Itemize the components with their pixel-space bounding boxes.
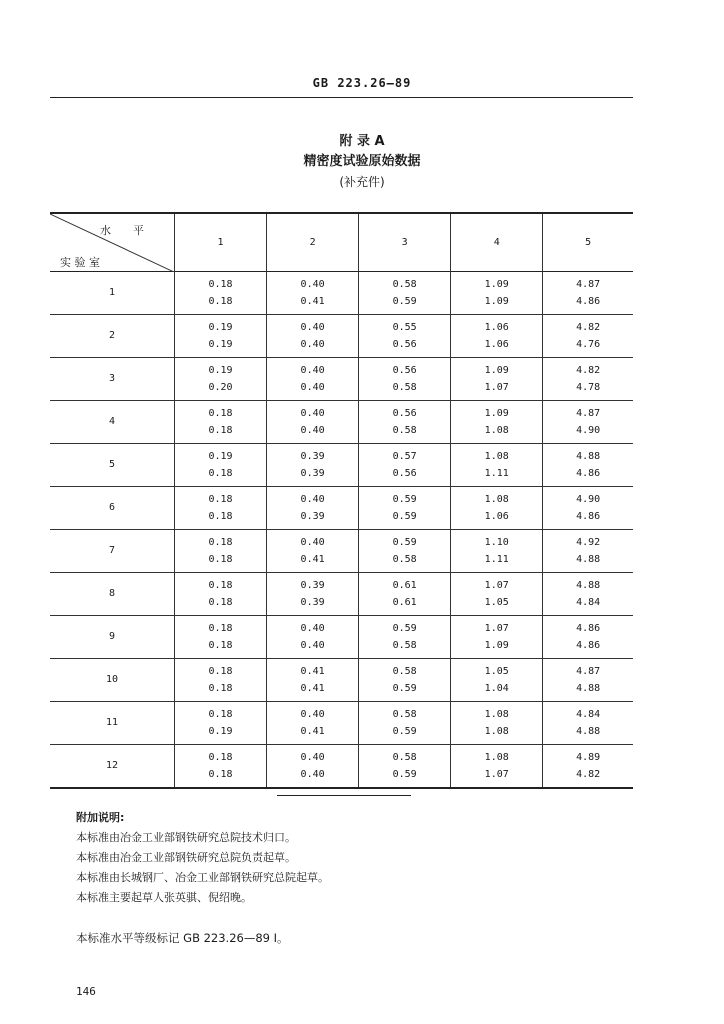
measurement-value: 4.86 xyxy=(576,295,601,307)
measurement-value: 4.82 xyxy=(576,321,601,333)
measurement-value: 0.18 xyxy=(208,510,233,522)
measurement-value: 0.58 xyxy=(392,278,417,290)
measurement-value: 0.18 xyxy=(208,682,233,694)
value-cell xyxy=(359,271,451,314)
value-cell xyxy=(543,271,633,314)
table-row xyxy=(50,400,633,443)
value-cell xyxy=(267,400,359,443)
measurement-value: 4.87 xyxy=(576,665,601,677)
value-cell xyxy=(451,658,543,701)
measurement-value: 0.40 xyxy=(300,338,325,350)
value-cell xyxy=(359,357,451,400)
value-cell xyxy=(175,357,267,400)
value-cell xyxy=(543,572,633,615)
appendix-label: 附 录 A xyxy=(339,134,385,149)
measurement-value: 1.06 xyxy=(484,510,509,522)
measurement-value: 0.61 xyxy=(392,579,417,591)
measurement-value: 1.09 xyxy=(484,639,509,651)
measurement-value: 1.10 xyxy=(484,536,509,548)
measurement-value: 1.09 xyxy=(484,295,509,307)
value-cell xyxy=(359,658,451,701)
measurement-value: 0.41 xyxy=(300,665,325,677)
measurement-value: 0.59 xyxy=(392,768,417,780)
measurement-value: 0.40 xyxy=(300,407,325,419)
measurement-value: 0.56 xyxy=(392,338,417,350)
measurement-value: 4.86 xyxy=(576,510,601,522)
measurement-value: 0.59 xyxy=(392,682,417,694)
table-body xyxy=(50,271,633,788)
measurement-value: 0.58 xyxy=(392,665,417,677)
measurement-value: 0.18 xyxy=(208,579,233,591)
column-header: 5 xyxy=(543,213,633,271)
standard-header: GB 223.26—89 xyxy=(312,76,412,90)
value-cell xyxy=(543,615,633,658)
measurement-value: 0.59 xyxy=(392,295,417,307)
corner-label-level: 水 平 xyxy=(100,224,144,237)
measurement-value: 0.40 xyxy=(300,708,325,720)
value-cell xyxy=(267,357,359,400)
value-cell xyxy=(359,529,451,572)
value-cell xyxy=(451,744,543,788)
appendix-title-block xyxy=(0,132,724,192)
measurement-value: 0.55 xyxy=(392,321,417,333)
measurement-value: 0.18 xyxy=(208,751,233,763)
grade-statement: 本标准水平等级标记 GB 223.26—89 Ⅰ。 xyxy=(76,931,289,945)
measurement-value: 0.40 xyxy=(300,321,325,333)
measurement-value: 1.11 xyxy=(484,467,509,479)
table-row xyxy=(50,443,633,486)
measurement-value: 0.40 xyxy=(300,622,325,634)
measurement-value: 1.08 xyxy=(484,708,509,720)
measurement-value: 1.07 xyxy=(484,579,509,591)
measurement-value: 4.82 xyxy=(576,364,601,376)
value-cell xyxy=(451,357,543,400)
value-cell xyxy=(175,658,267,701)
measurement-value: 0.59 xyxy=(392,510,417,522)
measurement-value: 0.39 xyxy=(300,579,325,591)
lab-number-cell: 1 xyxy=(50,271,175,314)
measurement-value: 1.07 xyxy=(484,622,509,634)
column-header: 2 xyxy=(267,213,359,271)
value-cell xyxy=(267,486,359,529)
lab-number-cell: 5 xyxy=(50,443,175,486)
measurement-value: 0.19 xyxy=(208,725,233,737)
additional-notes xyxy=(76,808,329,908)
value-cell xyxy=(359,443,451,486)
value-cell xyxy=(175,615,267,658)
measurement-value: 0.18 xyxy=(208,295,233,307)
measurement-value: 1.06 xyxy=(484,321,509,333)
table-header-row xyxy=(50,213,633,271)
table-row xyxy=(50,615,633,658)
measurement-value: 0.41 xyxy=(300,682,325,694)
measurement-value: 1.08 xyxy=(484,725,509,737)
table-row xyxy=(50,271,633,314)
column-header: 4 xyxy=(451,213,543,271)
value-cell xyxy=(267,443,359,486)
column-header: 1 xyxy=(175,213,267,271)
value-cell xyxy=(451,314,543,357)
measurement-value: 1.05 xyxy=(484,665,509,677)
value-cell xyxy=(543,529,633,572)
measurement-value: 0.18 xyxy=(208,553,233,565)
value-cell xyxy=(543,314,633,357)
table-row xyxy=(50,486,633,529)
measurement-value: 0.20 xyxy=(208,381,233,393)
measurement-value: 0.19 xyxy=(208,321,233,333)
table-row xyxy=(50,744,633,788)
measurement-value: 0.57 xyxy=(392,450,417,462)
measurement-value: 4.84 xyxy=(576,708,601,720)
table-row xyxy=(50,357,633,400)
appendix-subtitle: (补充件) xyxy=(339,175,385,189)
measurement-value: 4.90 xyxy=(576,424,601,436)
measurement-value: 0.39 xyxy=(300,510,325,522)
value-cell xyxy=(175,271,267,314)
value-cell xyxy=(175,400,267,443)
measurement-value: 0.19 xyxy=(208,364,233,376)
lab-number-cell: 7 xyxy=(50,529,175,572)
table-row xyxy=(50,314,633,357)
measurement-value: 0.18 xyxy=(208,536,233,548)
measurement-value: 0.56 xyxy=(392,364,417,376)
measurement-value: 0.18 xyxy=(208,665,233,677)
measurement-value: 0.56 xyxy=(392,407,417,419)
measurement-value: 0.58 xyxy=(392,381,417,393)
measurement-value: 0.40 xyxy=(300,751,325,763)
table-row xyxy=(50,701,633,744)
measurement-value: 0.59 xyxy=(392,493,417,505)
notes-title: 附加说明: xyxy=(76,811,125,824)
measurement-value: 1.08 xyxy=(484,424,509,436)
value-cell xyxy=(543,658,633,701)
value-cell xyxy=(175,744,267,788)
measurement-value: 4.86 xyxy=(576,639,601,651)
value-cell xyxy=(175,486,267,529)
value-cell xyxy=(451,443,543,486)
measurement-value: 0.40 xyxy=(300,278,325,290)
lab-number-cell: 9 xyxy=(50,615,175,658)
value-cell xyxy=(175,529,267,572)
value-cell xyxy=(359,572,451,615)
measurement-value: 1.04 xyxy=(484,682,509,694)
measurement-value: 0.58 xyxy=(392,424,417,436)
value-cell xyxy=(267,572,359,615)
measurement-value: 0.58 xyxy=(392,639,417,651)
measurement-value: 0.40 xyxy=(300,381,325,393)
measurement-value: 1.08 xyxy=(484,493,509,505)
value-cell xyxy=(543,744,633,788)
measurement-value: 0.19 xyxy=(208,450,233,462)
note-line: 本标准由长城钢厂、冶金工业部钢铁研究总院起草。 xyxy=(76,871,329,884)
measurement-value: 0.41 xyxy=(300,295,325,307)
measurement-value: 0.18 xyxy=(208,622,233,634)
measurement-value: 4.88 xyxy=(576,725,601,737)
measurement-value: 0.56 xyxy=(392,467,417,479)
corner-label-lab: 实 验 室 xyxy=(60,256,100,269)
value-cell xyxy=(175,572,267,615)
appendix-title: 精密度试验原始数据 xyxy=(303,154,421,169)
measurement-value: 0.40 xyxy=(300,536,325,548)
measurement-value: 1.08 xyxy=(484,450,509,462)
measurement-value: 0.18 xyxy=(208,278,233,290)
measurement-value: 1.11 xyxy=(484,553,509,565)
section-rule xyxy=(277,795,411,796)
lab-number-cell: 10 xyxy=(50,658,175,701)
page-number: 146 xyxy=(76,985,96,998)
measurement-value: 4.84 xyxy=(576,596,601,608)
value-cell xyxy=(175,701,267,744)
lab-number-cell: 12 xyxy=(50,744,175,788)
measurement-value: 4.88 xyxy=(576,553,601,565)
measurement-value: 0.18 xyxy=(208,424,233,436)
value-cell xyxy=(451,271,543,314)
measurement-value: 1.07 xyxy=(484,768,509,780)
measurement-value: 0.18 xyxy=(208,639,233,651)
measurement-value: 0.41 xyxy=(300,553,325,565)
value-cell xyxy=(451,572,543,615)
table-corner-cell xyxy=(50,213,175,271)
precision-data-table xyxy=(50,212,633,789)
value-cell xyxy=(359,615,451,658)
note-line: 本标准由冶金工业部钢铁研究总院技术归口。 xyxy=(76,831,296,844)
value-cell xyxy=(543,486,633,529)
note-line: 本标准由冶金工业部钢铁研究总院负责起草。 xyxy=(76,851,296,864)
measurement-value: 4.78 xyxy=(576,381,601,393)
value-cell xyxy=(359,400,451,443)
measurement-value: 0.61 xyxy=(392,596,417,608)
value-cell xyxy=(175,314,267,357)
value-cell xyxy=(359,486,451,529)
measurement-value: 0.40 xyxy=(300,364,325,376)
value-cell xyxy=(451,486,543,529)
measurement-value: 1.09 xyxy=(484,278,509,290)
value-cell xyxy=(267,701,359,744)
measurement-value: 1.09 xyxy=(484,364,509,376)
table-row xyxy=(50,529,633,572)
measurement-value: 1.06 xyxy=(484,338,509,350)
note-line: 本标准主要起草人张英骐、倪绍晚。 xyxy=(76,891,252,904)
measurement-value: 4.86 xyxy=(576,622,601,634)
measurement-value: 4.90 xyxy=(576,493,601,505)
header-rule xyxy=(50,97,633,98)
measurement-value: 4.92 xyxy=(576,536,601,548)
measurement-value: 0.39 xyxy=(300,450,325,462)
measurement-value: 0.18 xyxy=(208,407,233,419)
table-row xyxy=(50,572,633,615)
value-cell xyxy=(359,744,451,788)
measurement-value: 0.19 xyxy=(208,338,233,350)
measurement-value: 4.88 xyxy=(576,682,601,694)
lab-number-cell: 6 xyxy=(50,486,175,529)
measurement-value: 4.88 xyxy=(576,579,601,591)
measurement-value: 0.59 xyxy=(392,725,417,737)
measurement-value: 0.18 xyxy=(208,493,233,505)
measurement-value: 0.18 xyxy=(208,596,233,608)
table-row xyxy=(50,658,633,701)
lab-number-cell: 2 xyxy=(50,314,175,357)
measurement-value: 1.05 xyxy=(484,596,509,608)
measurement-value: 4.76 xyxy=(576,338,601,350)
value-cell xyxy=(267,271,359,314)
lab-number-cell: 4 xyxy=(50,400,175,443)
measurement-value: 4.89 xyxy=(576,751,601,763)
measurement-value: 0.40 xyxy=(300,639,325,651)
measurement-value: 1.07 xyxy=(484,381,509,393)
measurement-value: 0.39 xyxy=(300,596,325,608)
measurement-value: 4.88 xyxy=(576,450,601,462)
value-cell xyxy=(359,314,451,357)
value-cell xyxy=(543,701,633,744)
measurement-value: 4.87 xyxy=(576,407,601,419)
measurement-value: 4.82 xyxy=(576,768,601,780)
value-cell xyxy=(543,357,633,400)
measurement-value: 1.08 xyxy=(484,751,509,763)
value-cell xyxy=(267,615,359,658)
measurement-value: 0.40 xyxy=(300,768,325,780)
value-cell xyxy=(451,615,543,658)
measurement-value: 0.40 xyxy=(300,424,325,436)
value-cell xyxy=(175,443,267,486)
measurement-value: 1.09 xyxy=(484,407,509,419)
measurement-value: 0.58 xyxy=(392,708,417,720)
lab-number-cell: 8 xyxy=(50,572,175,615)
value-cell xyxy=(451,529,543,572)
measurement-value: 4.87 xyxy=(576,278,601,290)
value-cell xyxy=(543,400,633,443)
measurement-value: 0.59 xyxy=(392,622,417,634)
value-cell xyxy=(267,529,359,572)
column-header: 3 xyxy=(359,213,451,271)
measurement-value: 4.86 xyxy=(576,467,601,479)
value-cell xyxy=(451,701,543,744)
value-cell xyxy=(267,658,359,701)
measurement-value: 0.58 xyxy=(392,553,417,565)
value-cell xyxy=(543,443,633,486)
lab-number-cell: 3 xyxy=(50,357,175,400)
value-cell xyxy=(267,314,359,357)
value-cell xyxy=(267,744,359,788)
measurement-value: 0.58 xyxy=(392,751,417,763)
lab-number-cell: 11 xyxy=(50,701,175,744)
measurement-value: 0.18 xyxy=(208,708,233,720)
value-cell xyxy=(451,400,543,443)
measurement-value: 0.18 xyxy=(208,467,233,479)
measurement-value: 0.39 xyxy=(300,467,325,479)
measurement-value: 0.18 xyxy=(208,768,233,780)
measurement-value: 0.41 xyxy=(300,725,325,737)
value-cell xyxy=(359,701,451,744)
measurement-value: 0.40 xyxy=(300,493,325,505)
measurement-value: 0.59 xyxy=(392,536,417,548)
